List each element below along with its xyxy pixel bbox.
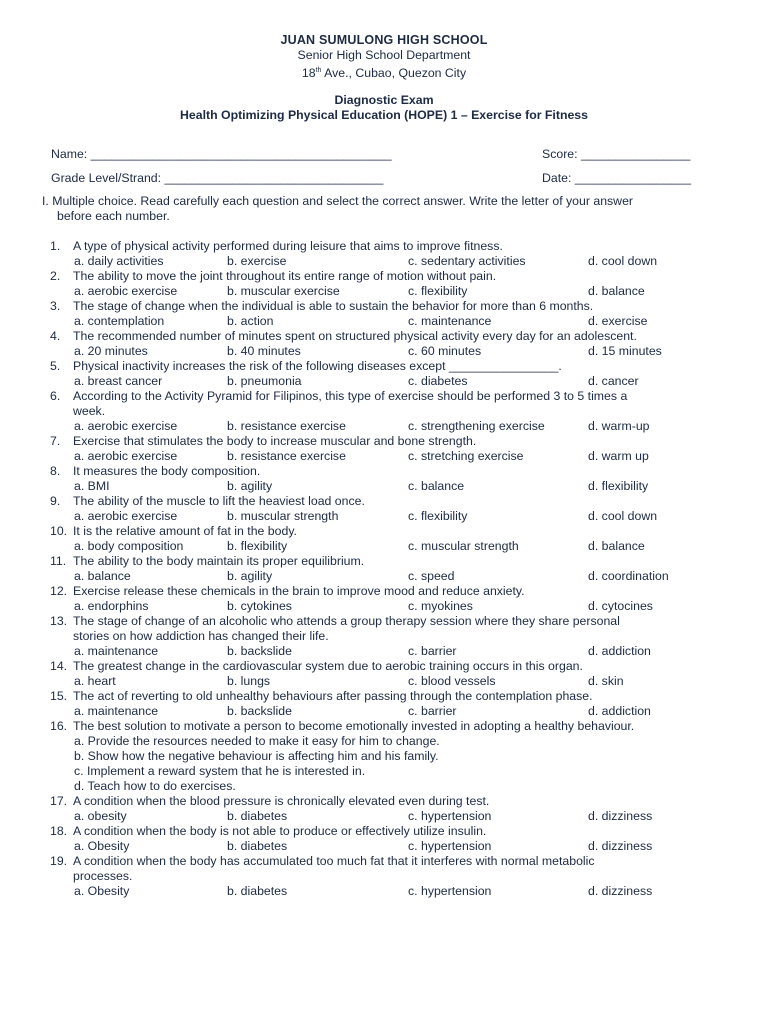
question-stem	[0, 524, 768, 539]
question-stem	[0, 434, 768, 449]
instructions	[42, 194, 722, 224]
choice-c: c. barrier	[408, 704, 457, 718]
choice-a: a. balance	[74, 569, 131, 583]
choice-row	[0, 599, 768, 614]
question	[0, 434, 768, 464]
choice-a: a. Provide the resources needed to make it easy for him to change.	[74, 734, 440, 748]
choice-d: d. coordination	[588, 569, 669, 583]
choice-c: c. stretching exercise	[408, 449, 524, 463]
question	[0, 239, 768, 269]
choice-d: d. dizziness	[588, 809, 653, 823]
choice-a: a. endorphins	[74, 599, 149, 613]
choice-b: b. 40 minutes	[227, 344, 301, 358]
exam-heading	[0, 93, 768, 123]
question	[0, 329, 768, 359]
question-stem	[0, 689, 768, 704]
choice-row	[0, 704, 768, 719]
choice-row	[0, 539, 768, 554]
choice-c: c. Implement a reward system that he is interested in.	[74, 764, 366, 778]
question-stem	[0, 389, 768, 404]
question	[0, 719, 768, 794]
choice-a: a. BMI	[74, 479, 110, 493]
choice-d: d. addiction	[588, 644, 651, 658]
choice-b: b. pneumonia	[227, 374, 302, 388]
question-stem	[0, 329, 768, 344]
choice-a: a. body composition	[74, 539, 184, 553]
choice-d: d. addiction	[588, 704, 651, 718]
question-number: 18.	[50, 824, 68, 838]
choice-b: b. resistance exercise	[227, 419, 346, 433]
choice-b: b. diabetes	[227, 884, 288, 898]
question-text: A type of physical activity performed during leisure that aims to improve fitness.	[73, 239, 503, 253]
question-text: Exercise that stimulates the body to increase muscular and bone strength.	[73, 434, 477, 448]
question-number: 17.	[50, 794, 68, 808]
question-number: 12.	[50, 584, 68, 598]
question-number: 3.	[50, 299, 61, 313]
question-stem	[0, 614, 768, 629]
school-header	[0, 33, 768, 81]
instructions-line-2: before each number.	[57, 209, 170, 223]
choice-b: b. Show how the negative behaviour is affecting him and his family.	[74, 749, 439, 763]
choice-d: d. cool down	[588, 509, 658, 523]
grade-level-field: Grade Level/Strand: ________________________________	[51, 171, 384, 185]
choice-a: a. aerobic exercise	[74, 509, 178, 523]
question-text: Exercise release these chemicals in the brain to improve mood and reduce anxiety.	[73, 584, 525, 598]
question-text: The greatest change in the cardiovascular system due to aerobic training occurs in this organ.	[73, 659, 583, 673]
question-text: The best solution to motivate a person to become emotionally invested in adopting a healthy behaviour.	[73, 719, 635, 733]
question-number: 19.	[50, 854, 68, 868]
choice-a: a. aerobic exercise	[74, 419, 178, 433]
question-stem	[0, 554, 768, 569]
question-stem	[0, 269, 768, 284]
choice-a: a. 20 minutes	[74, 344, 148, 358]
choice-b: b. muscular exercise	[227, 284, 340, 298]
question-text-continued: week.	[73, 404, 106, 418]
choice-c: c. flexibility	[408, 284, 468, 298]
question-text: It is the relative amount of fat in the body.	[73, 524, 297, 538]
question-stem	[0, 854, 768, 869]
choice-row	[0, 569, 768, 584]
question-stem	[0, 464, 768, 479]
choice-c: c. hypertension	[408, 839, 492, 853]
choice-c: c. blood vessels	[408, 674, 496, 688]
choice-b: b. action	[227, 314, 274, 328]
question-text: According to the Activity Pyramid for Filipinos, this type of exercise should be performed 3 to 5 times a	[73, 389, 628, 403]
question-number: 13.	[50, 614, 68, 628]
choice-c: c. sedentary activities	[408, 254, 526, 268]
choice-b: b. lungs	[227, 674, 271, 688]
choice-d: d. cancer	[588, 374, 639, 388]
question-text: Physical inactivity increases the risk of the following diseases except ________________.	[73, 359, 562, 373]
question-list	[0, 239, 768, 899]
question	[0, 464, 768, 494]
choice-d: d. skin	[588, 674, 624, 688]
question-text-continued: processes.	[73, 869, 133, 883]
question-number: 5.	[50, 359, 61, 373]
question-stem	[0, 659, 768, 674]
question	[0, 554, 768, 584]
question-number: 8.	[50, 464, 61, 478]
question-number: 15.	[50, 689, 68, 703]
choice-c: c. barrier	[408, 644, 457, 658]
question	[0, 299, 768, 329]
choice-d: d. flexibility	[588, 479, 649, 493]
choice-d: d. Teach how to do exercises.	[74, 779, 236, 793]
choice-b: b. backslide	[227, 704, 292, 718]
choice-a: a. aerobic exercise	[74, 449, 178, 463]
question-stem	[0, 494, 768, 509]
choice-d: d. cool down	[588, 254, 658, 268]
question	[0, 854, 768, 899]
choice-c: c. maintenance	[408, 314, 492, 328]
school-address	[0, 63, 768, 81]
exam-subtitle: Health Optimizing Physical Education (HOPE) 1 – Exercise for Fitness	[180, 108, 588, 122]
choice-row	[0, 284, 768, 299]
choice-b: b. agility	[227, 479, 273, 493]
exam-title: Diagnostic Exam	[334, 93, 434, 107]
choice-b: b. exercise	[227, 254, 287, 268]
choice-row	[0, 884, 768, 899]
choice-c: c. muscular strength	[408, 539, 519, 553]
question	[0, 584, 768, 614]
question-stem	[0, 719, 768, 734]
choice-d: d. 15 minutes	[588, 344, 662, 358]
question-text: The ability of the muscle to lift the heaviest load once.	[73, 494, 365, 508]
question	[0, 614, 768, 659]
choice-c: c. speed	[408, 569, 455, 583]
question-number: 7.	[50, 434, 61, 448]
choice-row	[0, 479, 768, 494]
question-text: The stage of change when the individual is able to sustain the behavior for more than 6 months.	[73, 299, 594, 313]
question-text: A condition when the blood pressure is chronically elevated even during test.	[73, 794, 490, 808]
choice-b: b. diabetes	[227, 809, 288, 823]
choice-c: c. myokines	[408, 599, 473, 613]
choice-d: d. dizziness	[588, 884, 653, 898]
address-street: Ave., Cubao, Quezon City	[321, 66, 467, 81]
question	[0, 659, 768, 689]
question-number: 6.	[50, 389, 61, 403]
choice-row	[0, 839, 768, 854]
choice-c: c. diabetes	[408, 374, 468, 388]
choice-a: a. maintenance	[74, 644, 159, 658]
choice-row	[0, 449, 768, 464]
question-number: 1.	[50, 239, 61, 253]
choice-b: b. flexibility	[227, 539, 288, 553]
choice-a: a. obesity	[74, 809, 127, 823]
choice-d: d. warm up	[588, 449, 649, 463]
score-field: Score: ________________	[542, 147, 691, 161]
choice-d: d. warm-up	[588, 419, 650, 433]
choice-b: b. muscular strength	[227, 509, 339, 523]
choice-c: c. strengthening exercise	[408, 419, 545, 433]
date-field: Date: _________________	[542, 171, 692, 185]
question-stem	[0, 299, 768, 314]
choice-row	[0, 254, 768, 269]
question	[0, 524, 768, 554]
question-number: 16.	[50, 719, 68, 733]
question	[0, 389, 768, 434]
choice-b: b. resistance exercise	[227, 449, 346, 463]
choice-b: b. cytokines	[227, 599, 292, 613]
info-row-name	[51, 146, 710, 162]
question-text: The ability to the body maintain its proper equilibrium.	[73, 554, 365, 568]
school-name: JUAN SUMULONG HIGH SCHOOL	[280, 33, 488, 47]
question-stem	[0, 359, 768, 374]
question	[0, 689, 768, 719]
question-text: A condition when the body has accumulated too much fat that it interferes with normal metabolic	[73, 854, 595, 868]
choice-row	[0, 809, 768, 824]
choice-c: c. 60 minutes	[408, 344, 482, 358]
question	[0, 824, 768, 854]
choice-d: d. balance	[588, 284, 645, 298]
choice-a: a. daily activities	[74, 254, 164, 268]
question-number: 4.	[50, 329, 61, 343]
choice-a: a. maintenance	[74, 704, 159, 718]
question-number: 9.	[50, 494, 61, 508]
choice-a: a. contemplation	[74, 314, 165, 328]
choice-a: a. breast cancer	[74, 374, 163, 388]
choice-a: a. Obesity	[74, 839, 130, 853]
choice-row	[0, 314, 768, 329]
choice-b: b. agility	[227, 569, 273, 583]
choice-d: d. dizziness	[588, 839, 653, 853]
choice-b: b. backslide	[227, 644, 292, 658]
name-field: Name: ____________________________________________	[51, 147, 392, 161]
question-text: A condition when the body is not able to produce or effectively utilize insulin.	[73, 824, 487, 838]
question	[0, 269, 768, 299]
choice-c: c. flexibility	[408, 509, 468, 523]
choice-c: c. hypertension	[408, 884, 492, 898]
choice-row	[0, 674, 768, 689]
choice-a: a. Obesity	[74, 884, 130, 898]
question-number: 10.	[50, 524, 68, 538]
question-stem	[0, 794, 768, 809]
question	[0, 359, 768, 389]
choice-row	[0, 419, 768, 434]
choice-d: d. exercise	[588, 314, 648, 328]
question-text: The stage of change of an alcoholic who attends a group therapy session where they share personal	[73, 614, 620, 628]
question-text-continued: stories on how addiction has changed their life.	[73, 629, 329, 643]
question-stem	[0, 824, 768, 839]
question-text: The ability to move the joint throughout its entire range of motion without pain.	[73, 269, 497, 283]
choice-row	[0, 509, 768, 524]
choice-b: b. diabetes	[227, 839, 288, 853]
department-name: Senior High School Department	[297, 48, 471, 62]
choice-row	[0, 644, 768, 659]
question-text: It measures the body composition.	[73, 464, 261, 478]
question-number: 14.	[50, 659, 68, 673]
question-text: The act of reverting to old unhealthy behaviours after passing through the contemplation phase.	[73, 689, 593, 703]
info-row-grade	[51, 170, 710, 186]
instructions-line-1: I. Multiple choice. Read carefully each question and select the correct answer. Write the letter of your answer	[42, 194, 634, 208]
question-number: 11.	[50, 554, 67, 568]
choice-d: d. balance	[588, 539, 645, 553]
choice-row	[0, 344, 768, 359]
choice-d: d. cytocines	[588, 599, 653, 613]
choice-a: a. heart	[74, 674, 116, 688]
question	[0, 794, 768, 824]
question-stem	[0, 239, 768, 254]
address-number: 18	[301, 66, 316, 81]
choice-c: c. balance	[408, 479, 465, 493]
question-text: The recommended number of minutes spent on structured physical activity every day for an adolescent.	[73, 329, 637, 343]
choice-row	[0, 374, 768, 389]
question-stem	[0, 584, 768, 599]
choice-a: a. aerobic exercise	[74, 284, 178, 298]
question	[0, 494, 768, 524]
question-number: 2.	[50, 269, 61, 283]
choice-c: c. hypertension	[408, 809, 492, 823]
address-ordinal: th	[315, 67, 322, 74]
